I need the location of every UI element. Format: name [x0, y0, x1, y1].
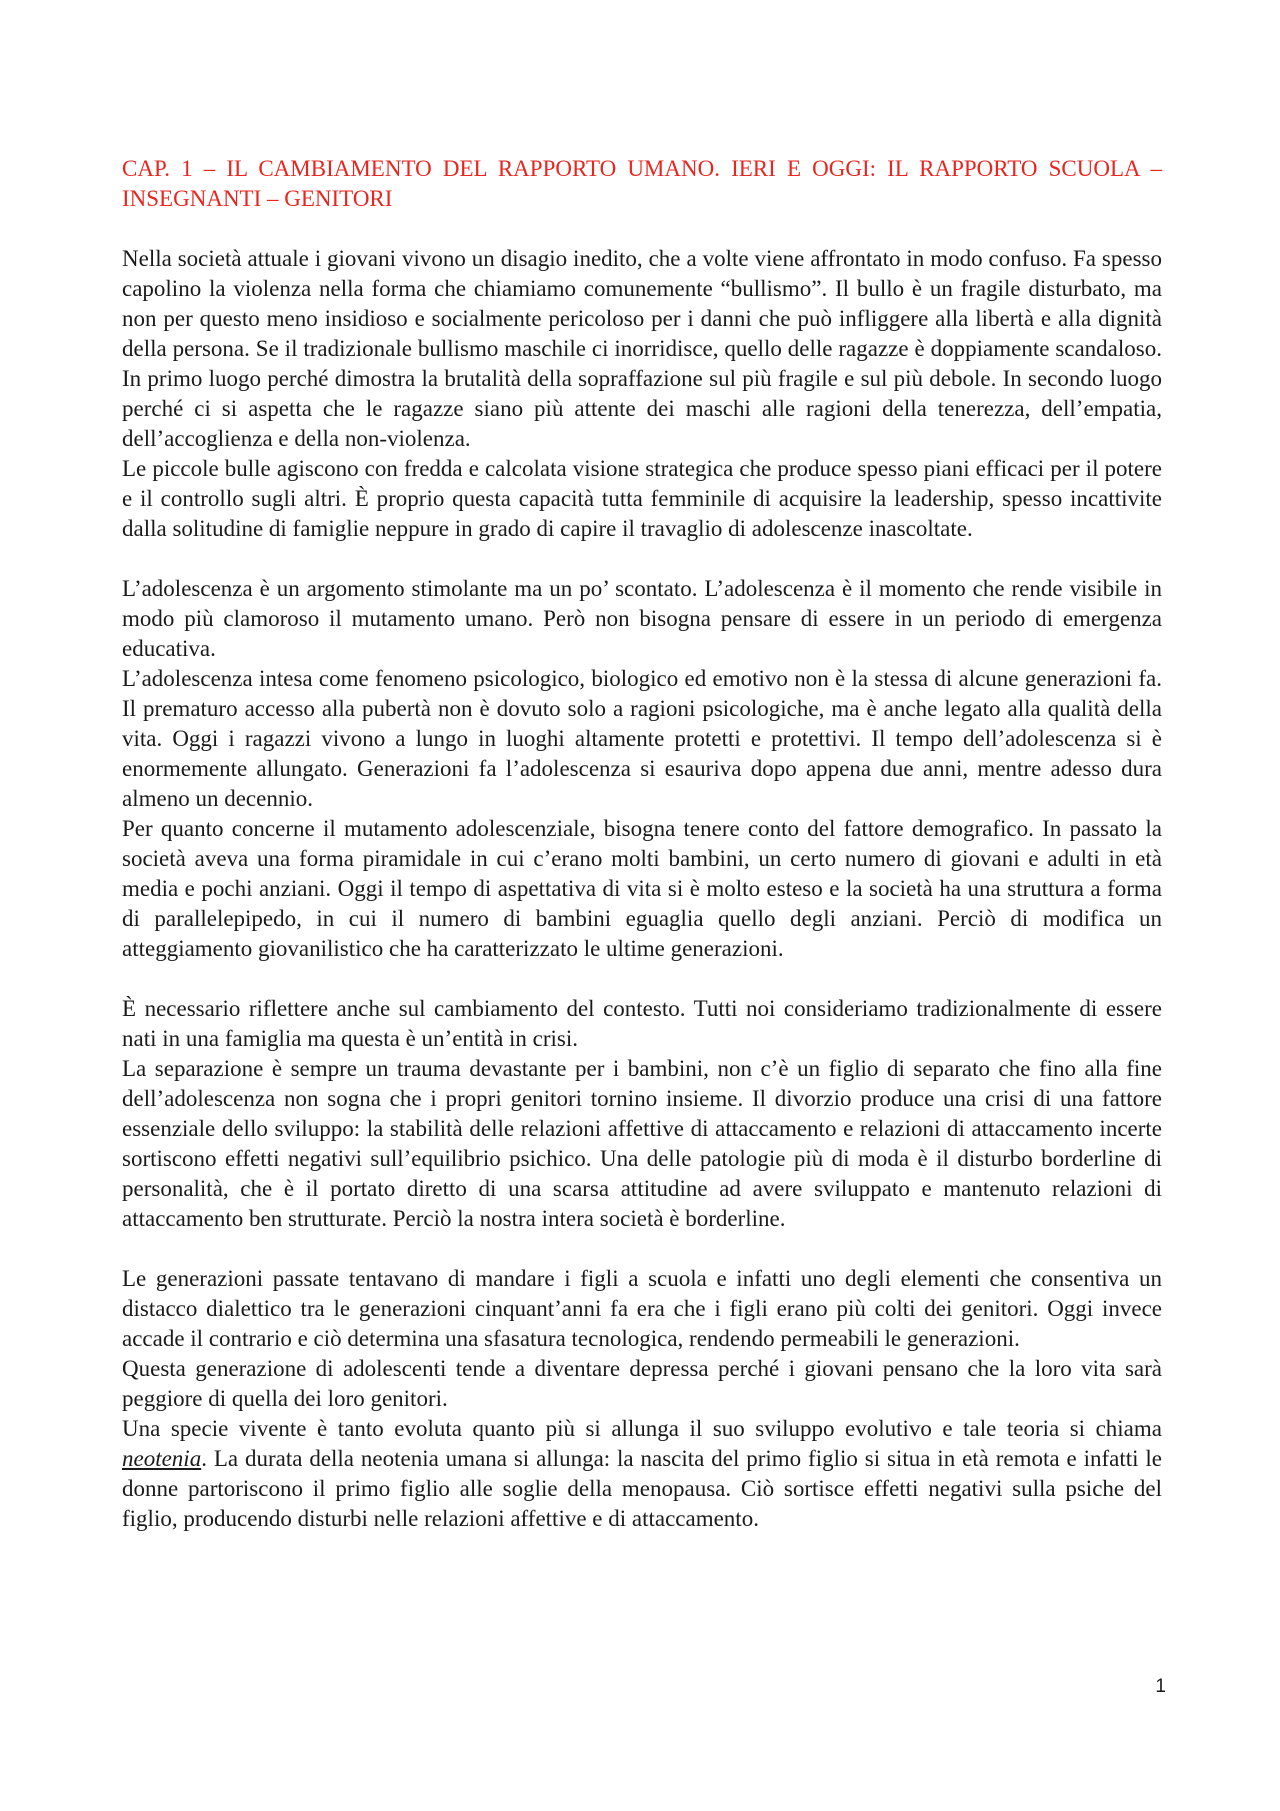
neotenia-text-after: . La durata della neotenia umana si allunga: la nascita del primo figlio si situa in età remota e infatti le donne partoriscono il primo figlio alle soglie della menopausa. Ciò sortisce effetti negativi sulla psiche del figlio, producendo disturbi nelle relazioni affettive e di attaccamento.	[122, 1446, 1162, 1531]
paragraph-bullismo: Nella società attuale i giovani vivono un disagio inedito, che a volte viene affrontato in modo confuso. Fa spesso capolino la violenza nella forma che chiamiamo comunemente “bullismo”. Il bullo è un fragile disturbato, ma non per questo meno insidioso e socialmente pericoloso per i danni che può infliggere alla libertà e alla dignità della persona. Se il tradizionale bullismo maschile ci inorridisce, quello delle ragazze è doppiamente scandaloso. In primo luogo perché dimostra la brutalità della sopraffazione sul più fragile e sul più debole. In secondo luogo perché ci si aspetta che le ragazze siano più attente dei maschi alle ragioni della tenerezza, dell’empatia, dell’accoglienza e della non-violenza.	[122, 246, 1162, 451]
paragraph-spacer	[122, 1234, 1162, 1264]
paragraph-adolescenza-intro: L’adolescenza è un argomento stimolante ma un po’ scontato. L’adolescenza è il momento che rende visibile in modo più clamoroso il mutamento umano. Però non bisogna pensare di essere in un periodo di emergenza educativa.	[122, 576, 1162, 661]
chapter-title: CAP. 1 – IL CAMBIAMENTO DEL RAPPORTO UMANO. IERI E OGGI: IL RAPPORTO SCUOLA – INSEGNANTI – GENITORI	[122, 156, 1162, 211]
paragraph-fattore-demografico: Per quanto concerne il mutamento adolescenziale, bisogna tenere conto del fattore demografico. In passato la società aveva una forma piramidale in cui c’erano molti bambini, un certo numero di giovani e adulti in età media e pochi anziani. Oggi il tempo di aspettativa di vita si è molto esteso e la società ha una struttura a forma di parallelepipedo, in cui il numero di bambini eguaglia quello degli anziani. Perciò di modifica un atteggiamento giovanilistico che ha caratterizzato le ultime generazioni.	[122, 816, 1162, 961]
paragraph-depressione: Questa generazione di adolescenti tende a diventare depressa perché i giovani pensano che la loro vita sarà peggiore di quella dei loro genitori.	[122, 1356, 1162, 1411]
page-number: 1	[1155, 1676, 1166, 1697]
paragraph-spacer	[122, 544, 1162, 574]
paragraph-adolescenza-fenomeno: L’adolescenza intesa come fenomeno psicologico, biologico ed emotivo non è la stessa di alcune generazioni fa. Il prematuro accesso alla pubertà non è dovuto solo a ragioni psicologiche, ma è anche legato alla qualità della vita. Oggi i ragazzi vivono a lungo in luoghi altamente protetti e protettivi. Il tempo dell’adolescenza si è enormemente allungato. Generazioni fa l’adolescenza si esauriva dopo appena due anni, mentre adesso dura almeno un decennio.	[122, 666, 1162, 811]
paragraph-spacer	[122, 964, 1162, 994]
neotenia-term: neotenia	[122, 1446, 202, 1471]
paragraph-generazioni: Le generazioni passate tentavano di mandare i figli a scuola e infatti uno degli elementi che consentiva un distacco dialettico tra le generazioni cinquant’anni fa era che i figli erano più colti dei genitori. Oggi invece accade il contrario e ciò determina una sfasatura tecnologica, rendendo permeabili le generazioni.	[122, 1266, 1162, 1351]
page-content	[122, 154, 1162, 1534]
paragraph-separazione: La separazione è sempre un trauma devastante per i bambini, non c’è un figlio di separato che fino alla fine dell’adolescenza non sogna che i propri genitori tornino insieme. Il divorzio produce una crisi di una fattore essenziale dello sviluppo: la stabilità delle relazioni affettive di attaccamento e relazioni di attaccamento incerte sortiscono effetti negativi sull’equilibrio psichico. Una delle patologie più di moda è il disturbo borderline di personalità, che è il portato diretto di una scarsa attitudine ad avere sviluppato e mantenuto relazioni di attaccamento ben strutturate. Perciò la nostra intera società è borderline.	[122, 1056, 1162, 1231]
paragraph-contesto: È necessario riflettere anche sul cambiamento del contesto. Tutti noi consideriamo tradizionalmente di essere nati in una famiglia ma questa è un’entità in crisi.	[122, 996, 1162, 1051]
paragraph-piccole-bulle: Le piccole bulle agiscono con fredda e calcolata visione strategica che produce spesso piani efficaci per il potere e il controllo sugli altri. È proprio questa capacità tutta femminile di acquisire la leadership, spesso incattivite dalla solitudine di famiglie neppure in grado di capire il travaglio di adolescenze inascoltate.	[122, 456, 1162, 541]
neotenia-text-before: Una specie vivente è tanto evoluta quanto più si allunga il suo sviluppo evolutivo e tale teoria si chiama	[122, 1416, 1162, 1441]
paragraph-neotenia	[122, 1414, 1162, 1534]
